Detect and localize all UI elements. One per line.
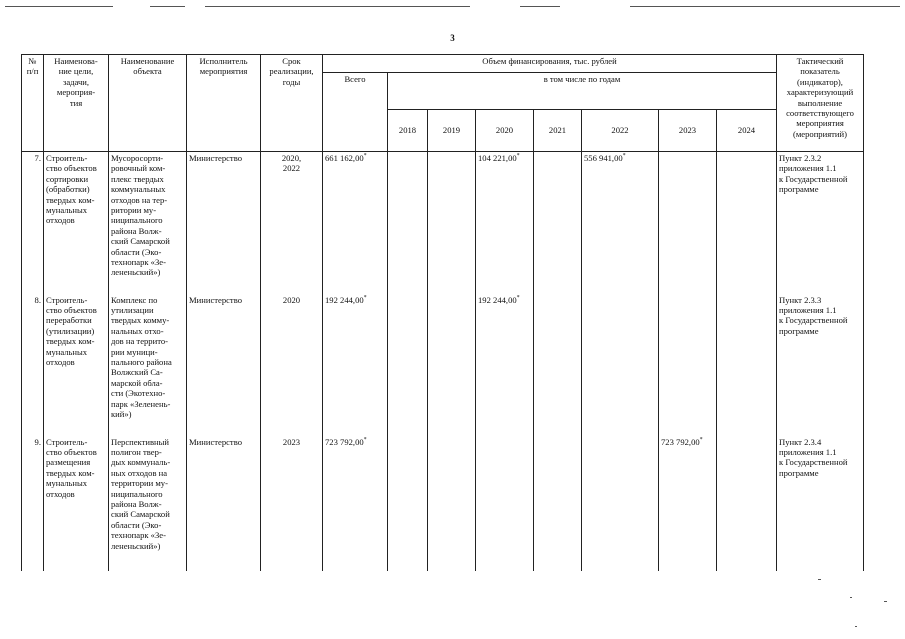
footnote-mark: * — [516, 153, 520, 160]
row-2020-value: 104 221,00 — [478, 153, 517, 163]
row-total — [323, 436, 388, 571]
footnote-mark: * — [363, 436, 367, 443]
row-total — [323, 152, 388, 294]
footnote-mark: * — [363, 294, 367, 301]
top-rule-mid-1 — [150, 6, 185, 7]
top-rule-right — [630, 6, 900, 7]
row-2021 — [534, 294, 582, 436]
row-term: 2020 — [261, 294, 323, 436]
row-total-value: 661 162,00 — [325, 153, 364, 163]
row-2018 — [388, 152, 428, 294]
footnote-mark: * — [622, 153, 626, 160]
row-term: 2023 — [261, 436, 323, 571]
header-executor: Исполнитель мероприятия — [187, 55, 261, 152]
row-2020 — [476, 294, 534, 436]
row-goal: Строитель- ство объектов сортировки (обработки) твердых ком- мунальных отходов — [44, 152, 109, 294]
row-2024 — [717, 436, 777, 571]
header-year-2021: 2021 — [534, 110, 582, 152]
row-2022 — [582, 152, 659, 294]
page-number: 3 — [450, 33, 455, 43]
row-2023 — [659, 436, 717, 571]
row-total — [323, 294, 388, 436]
row-indicator: Пункт 2.3.3 приложения 1.1 к Государственной программе — [777, 294, 864, 436]
row-term: 2020, 2022 — [261, 152, 323, 294]
scan-speck — [855, 626, 857, 627]
row-2021 — [534, 152, 582, 294]
header-year-2020: 2020 — [476, 110, 534, 152]
footnote-mark: * — [363, 153, 367, 160]
table-row — [22, 152, 864, 294]
scan-speck — [850, 597, 852, 598]
row-object: Комплекс по утилизации твердых комму- нальных отхо- дов на террито- рии муници- пального района Волжский Са- марской обла- сти (Экотехно- парк «Зеленень- кий») — [109, 294, 187, 436]
header-term: Срок реализации, годы — [261, 55, 323, 152]
row-executor: Министерство — [187, 294, 261, 436]
row-2024 — [717, 152, 777, 294]
footnote-mark: * — [516, 294, 520, 301]
row-2018 — [388, 294, 428, 436]
header-year-2018: 2018 — [388, 110, 428, 152]
footnote-mark: * — [699, 436, 703, 443]
row-num: 7. — [22, 152, 44, 294]
header-goal: Наименова- ние цели, задачи, мероприя- тия — [44, 55, 109, 152]
header-year-2019: 2019 — [428, 110, 476, 152]
financing-table — [21, 54, 864, 571]
row-num: 9. — [22, 436, 44, 571]
row-total-value: 723 792,00 — [325, 436, 364, 447]
row-2020 — [476, 152, 534, 294]
row-executor: Министерство — [187, 436, 261, 571]
row-2024 — [717, 294, 777, 436]
table-row — [22, 436, 864, 571]
top-rule-mid-2 — [205, 6, 470, 7]
scan-speck — [884, 601, 887, 602]
top-rule-mid-3 — [520, 6, 560, 7]
row-num: 8. — [22, 294, 44, 436]
row-executor: Министерство — [187, 152, 261, 294]
header-indicator: Тактический показатель (индикатор), характеризующий выполнение соответствующего мероприятия (мероприятий) — [777, 55, 864, 152]
row-2022 — [582, 294, 659, 436]
row-2022 — [582, 436, 659, 571]
row-goal: Строитель- ство объектов размещения твердых ком- мунальных отходов — [44, 436, 109, 571]
row-goal: Строитель- ство объектов переработки (утилизации) твердых ком- мунальных отходов — [44, 294, 109, 436]
row-indicator: Пункт 2.3.4 приложения 1.1 к Государственной программе — [777, 436, 864, 571]
row-2020 — [476, 436, 534, 571]
row-total-value: 192 244,00 — [325, 294, 364, 305]
row-object: Перспективный полигон твер- дых коммуналь- ных отходов на территории му- ниципального района Волж- ский Самарской области (Эко- технопарк «Зе- лененьский») — [109, 436, 187, 571]
row-2019 — [428, 294, 476, 436]
header-year-2024: 2024 — [717, 110, 777, 152]
header-object: Наименование объекта — [109, 55, 187, 152]
row-object: Мусоросорти- ровочный ком- плекс твердых коммунальных отходов на тер- ритории му- ниципального района Волж- ский Самарской области (Эко- технопарк «Зе- лененьский») — [109, 152, 187, 294]
header-num: № п/п — [22, 55, 44, 152]
header-by-years: в том числе по годам — [388, 73, 777, 110]
row-2023 — [659, 152, 717, 294]
row-2019 — [428, 152, 476, 294]
row-2020-value: 192 244,00 — [478, 294, 517, 305]
row-2023-value: 723 792,00 — [661, 436, 700, 447]
row-2018 — [388, 436, 428, 571]
row-2022-value: 556 941,00 — [584, 153, 623, 163]
header-year-2022: 2022 — [582, 110, 659, 152]
scan-speck — [818, 579, 821, 580]
header-funding: Объем финансирования, тыс. рублей — [323, 55, 777, 73]
row-2023 — [659, 294, 717, 436]
header-total: Всего — [323, 73, 388, 152]
row-2021 — [534, 436, 582, 571]
header-year-2023: 2023 — [659, 110, 717, 152]
row-2019 — [428, 436, 476, 571]
row-indicator: Пункт 2.3.2 приложения 1.1 к Государственной программе — [777, 152, 864, 294]
top-rule-left — [5, 6, 113, 7]
table-row — [22, 294, 864, 436]
